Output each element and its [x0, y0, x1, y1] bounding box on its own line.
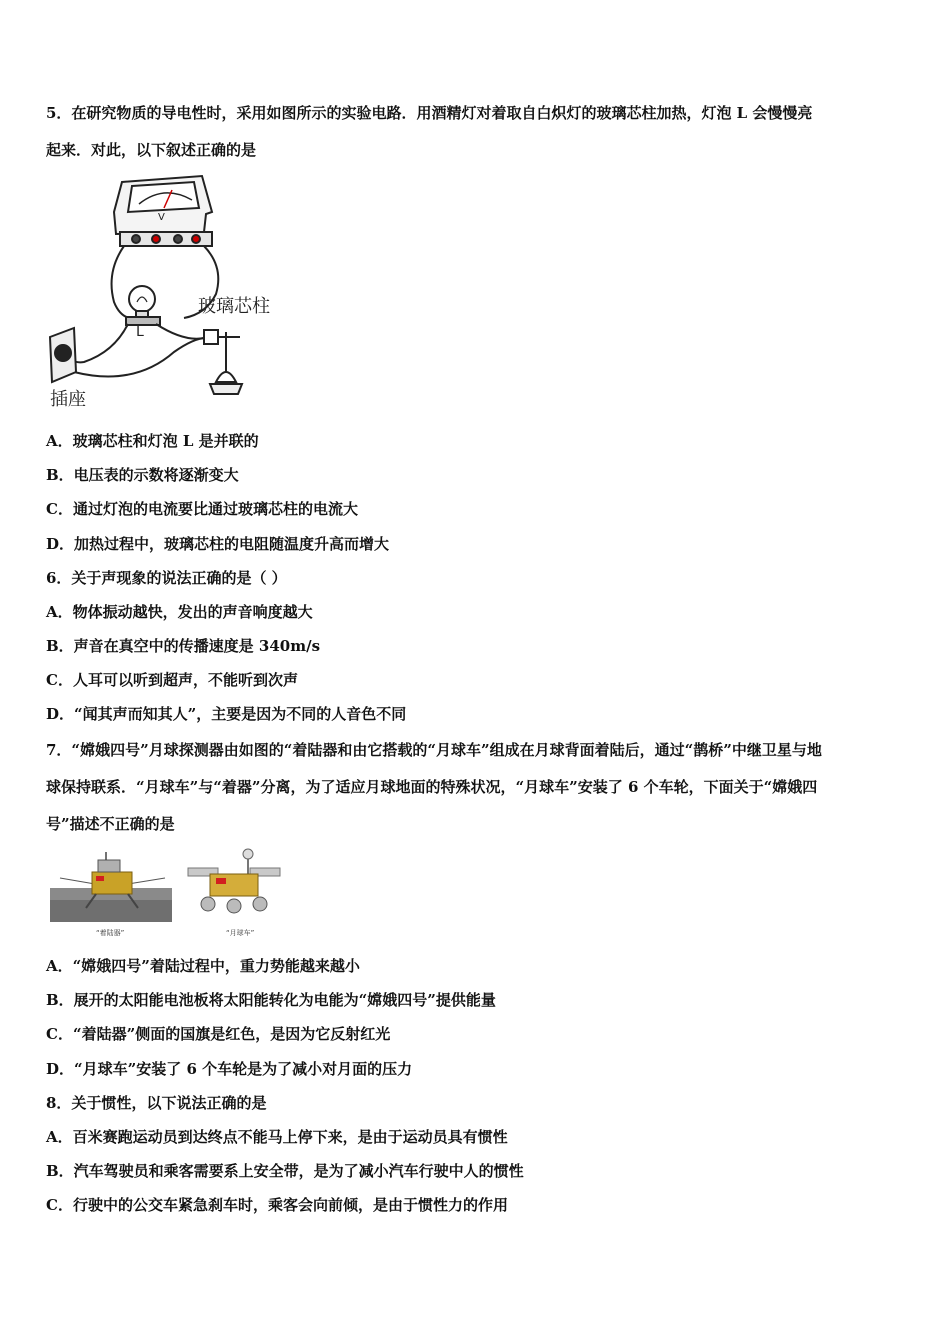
rover-photo	[184, 848, 284, 938]
voltmeter-label: V	[158, 212, 165, 223]
q7-stem-line-2: 球保持联系．“月球车”与“着器”分离，为了适应月球地面的特殊状况，“月球车”安装了 6 个车轮，下面关于“嫦娥四	[46, 778, 818, 796]
q7-stem-line-3: 号”描述不正确的是	[46, 815, 175, 833]
socket-label: 插座	[50, 389, 86, 410]
q6-option-c: C．人耳可以听到超声，不能听到次声	[46, 671, 298, 689]
q6-option-b: B．声音在真空中的传播速度是 340m/s	[46, 637, 321, 655]
q5-option-a: A．玻璃芯柱和灯泡 L 是并联的	[46, 432, 259, 450]
q6-option-d: D．“闻其声而知其人”，主要是因为不同的人音色不同	[46, 705, 407, 723]
q8-option-b: B．汽车驾驶员和乘客需要系上安全带，是为了减小汽车行驶中人的惯性	[46, 1162, 524, 1180]
q8-option-a: A．百米赛跑运动员到达终点不能马上停下来，是由于运动员具有惯性	[46, 1128, 508, 1146]
rover-caption: “月球车”	[226, 929, 255, 937]
q7-option-c: C．“着陆器”侧面的国旗是红色，是因为它反射红光	[46, 1025, 391, 1043]
q6-stem: 6．关于声现象的说法正确的是（ ）	[46, 569, 287, 587]
q5-stem-line-1: 5．在研究物质的导电性时，采用如图所示的实验电路．用酒精灯对着取自白炽灯的玻璃芯柱加热，灯泡 L 会慢慢亮	[46, 104, 813, 122]
q5-option-b: B．电压表的示数将逐渐变大	[46, 466, 239, 484]
glass-core-label: 玻璃芯柱	[198, 296, 270, 317]
q8-stem: 8．关于惯性，以下说法正确的是	[46, 1094, 267, 1112]
bulb-label: L	[136, 324, 144, 340]
q7-option-d: D．“月球车”安装了 6 个车轮是为了减小对月面的压力	[46, 1060, 413, 1078]
q5-stem-line-2: 起来．对此，以下叙述正确的是	[46, 141, 257, 159]
q7-option-a: A．“嫦娥四号”着陆过程中，重力势能越来越小	[46, 957, 360, 975]
q8-option-c: C．行驶中的公交车紧急刹车时，乘客会向前倾，是由于惯性力的作用	[46, 1196, 508, 1214]
q5-option-c: C．通过灯泡的电流要比通过玻璃芯柱的电流大	[46, 500, 358, 518]
q6-option-a: A．物体振动越快，发出的声音响度越大	[46, 603, 313, 621]
lander-caption: “着陆器”	[96, 929, 125, 937]
rover-image	[184, 848, 284, 928]
q7-option-b: B．展开的太阳能电池板将太阳能转化为电能为“嫦娥四号”提供能量	[46, 991, 496, 1009]
lander-photo	[50, 848, 172, 938]
lander-image	[50, 848, 172, 928]
q7-stem-line-1: 7．“嫦娥四号”月球探测器由如图的“着陆器和由它搭载的“月球车”组成在月球背面着陆后，通过“鹊桥”中继卫星与地	[46, 741, 822, 759]
q5-option-d: D．加热过程中，玻璃芯柱的电阻随温度升高而增大	[46, 535, 390, 553]
circuit-figure	[44, 172, 304, 412]
